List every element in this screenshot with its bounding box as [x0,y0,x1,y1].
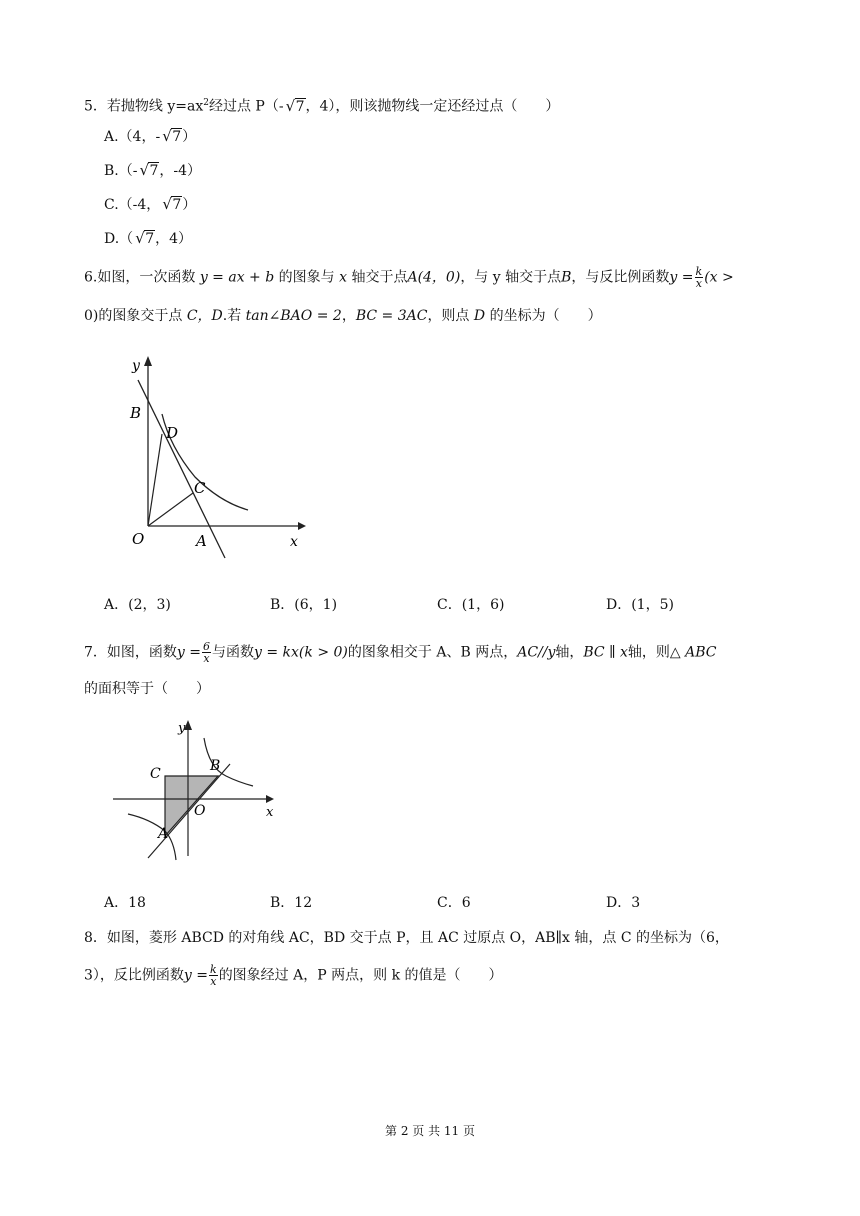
label-x: x [290,534,298,550]
label-a: A [158,826,169,842]
q7-figure [108,716,288,864]
segment-od [148,434,162,526]
label-o: O [132,530,145,548]
fraction-6-over-x: $\frac{6}{x}$ [203,640,211,665]
sqrt-symbol: √ 7 [285,96,305,115]
line-ab [138,380,225,558]
x-axis-arrow [266,795,274,803]
y-axis-arrow [144,356,152,366]
x-axis-arrow [298,522,306,530]
q6-option-b[interactable]: B．(6，1) [270,597,338,613]
q7-option-a[interactable]: A．18 [104,895,146,911]
q5-option-c[interactable]: C.（-4， √ 7） [104,195,197,213]
label-b: B [130,404,142,422]
label-c: C [150,766,161,782]
q5-exponent: 2 [203,98,209,108]
sqrt-symbol: √ 7 [135,229,155,247]
label-d: D [166,424,179,442]
label-x: x [266,805,274,820]
q8-stem-line1: 8．如图，菱形 ABCD 的对角线 AC，BD 交于点 P，且 AC 过原点 O，AB∥x 轴，点 C 的坐标为（6， [84,930,729,946]
q8-stem-line2: 3），反比例函数y = $\frac{k}{x}$ 的图象经过 A，P 两点，则 k 的值是（ ） [84,963,503,988]
q6-stem-line1: 6.如图，一次函数 y = ax + b 的图象与 x 轴交于点A(4，0)，与 y 轴交于点B，与反比例函数y = $\frac{k}{x}$ (x > [84,265,734,290]
q5-option-a[interactable]: A.（4，- √ 7） [104,127,197,145]
q5-stem-part: 5．若抛物线 y=ax [84,98,204,115]
page-footer: 第 2 页 共 11 页 [385,1124,475,1138]
q6-option-a[interactable]: A．(2，3) [104,597,171,613]
label-y: y [132,358,140,374]
q5-stem-part: ，4），则该抛物线一定还经过点（ ） [305,98,560,115]
label-c: C [194,479,206,497]
q7-stem-line2: 的面积等于（ ） [84,681,210,697]
fraction-k-over-x: $\frac{k}{x}$ [695,265,703,290]
q6-option-c[interactable]: C．(1，6) [437,597,505,613]
label-b: B [210,758,221,774]
q5-option-d[interactable]: D.（ √ 7，4） [104,229,193,247]
q7-option-c[interactable]: C．6 [437,895,471,911]
q6-stem-line2: 0)的图象交于点 C，D.若 tan∠BAO = 2，BC = 3AC，则点 D 的坐标为（ ） [84,308,602,324]
q7-option-b[interactable]: B．12 [270,895,313,911]
q5-option-b[interactable]: B.（- √ 7，-4） [104,161,202,179]
label-y: y [178,721,186,736]
fraction-k-over-x: $\frac{k}{x}$ [210,963,217,988]
q6-figure [100,352,310,567]
segment-oc [148,493,193,526]
q5-stem-part: 经过点 P（- [208,98,284,115]
sqrt-symbol: √ 7 [162,127,182,145]
label-a: A [196,532,207,550]
sqrt-symbol: √ 7 [139,161,159,179]
q7-option-d[interactable]: D．3 [606,895,641,911]
q5-stem [84,93,559,117]
label-o: O [194,803,206,819]
sqrt-symbol: √ 7 [162,195,182,213]
q7-stem-line1: 7．如图，函数y = $\frac{6}{x}$ 与函数y = kx(k > 0)的图象相交于 A、B 两点，AC//y轴，BC ∥ x轴，则△ ABC [84,640,717,665]
q6-option-d[interactable]: D．(1，5) [606,597,674,613]
triangle-abc [165,776,218,836]
